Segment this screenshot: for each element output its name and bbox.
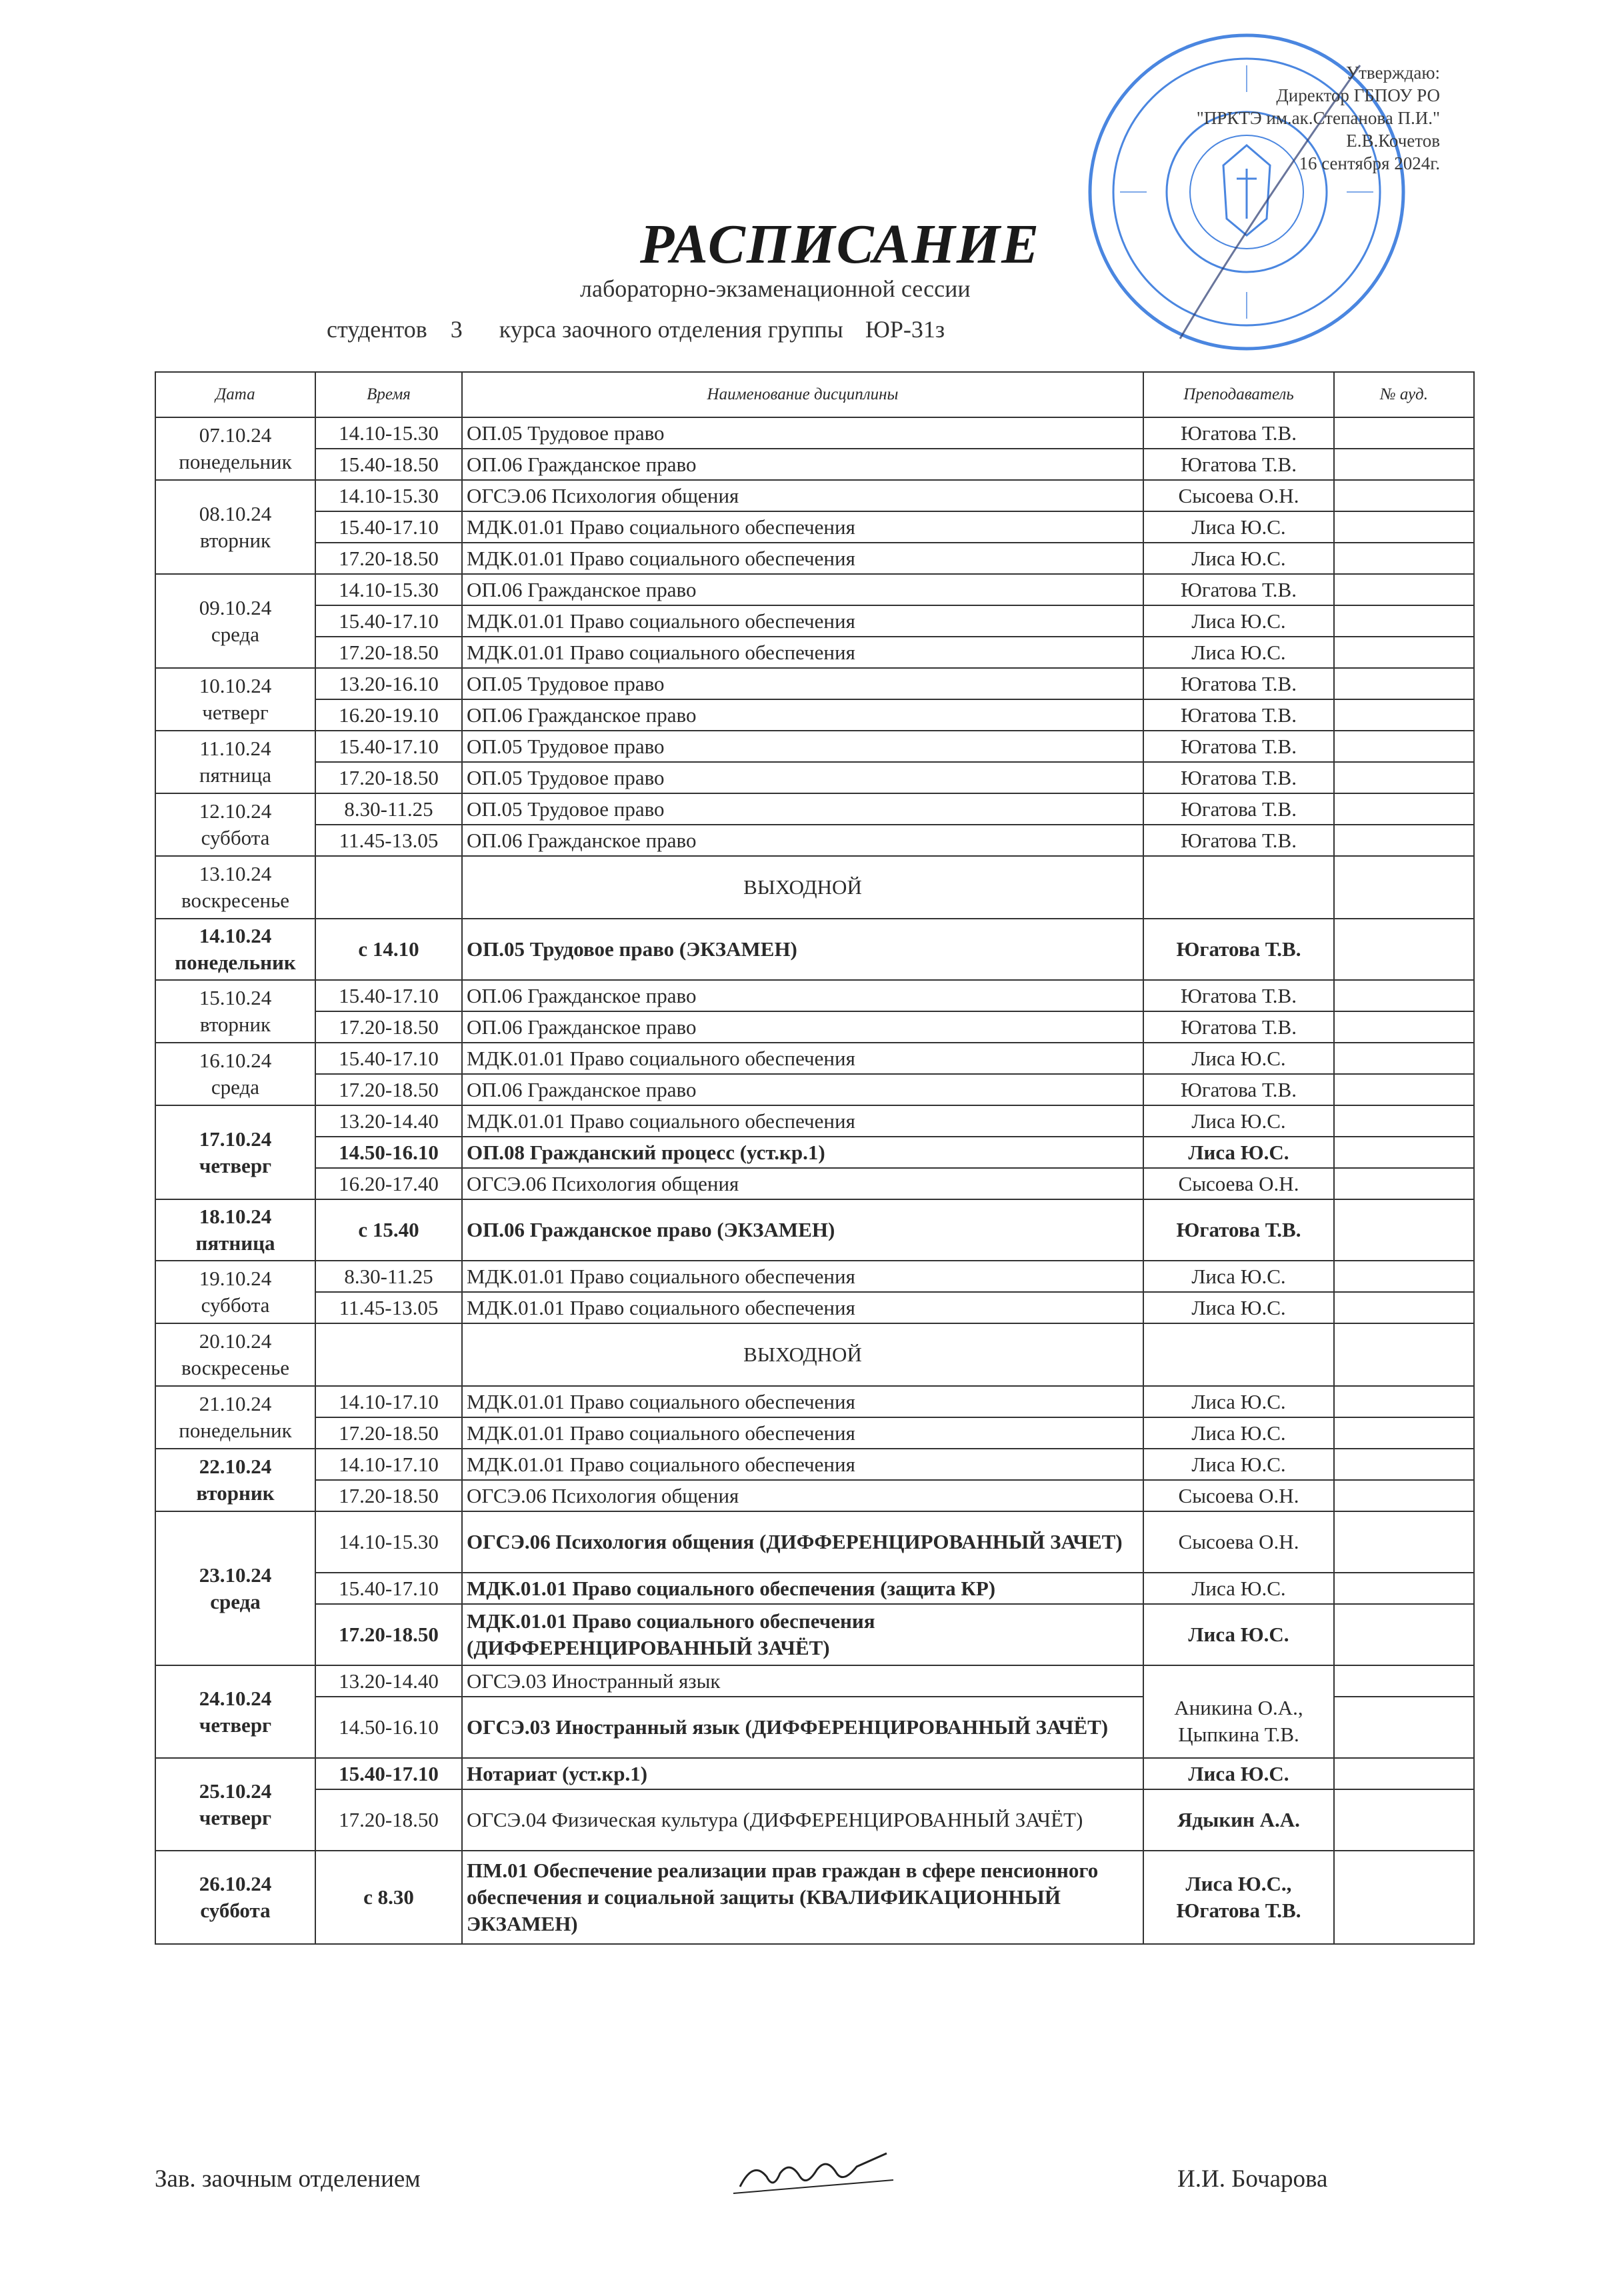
teacher-cell: Лиса Ю.С. bbox=[1143, 1417, 1334, 1449]
date-cell bbox=[155, 980, 315, 1043]
room-cell bbox=[1334, 1417, 1474, 1449]
approval-line-5: 16 сентября 2024г. bbox=[1299, 153, 1440, 173]
teacher-cell: Югатова Т.В. bbox=[1143, 731, 1334, 762]
teacher-cell: Югатова Т.В. bbox=[1143, 699, 1334, 731]
subtitle-middle: курса заочного отделения группы bbox=[499, 316, 843, 343]
subtitle: лабораторно-экзаменационной сессии bbox=[580, 275, 971, 302]
date-cell bbox=[155, 1043, 315, 1105]
table-row bbox=[155, 1511, 1474, 1573]
teacher-cell: Лиса Ю.С. bbox=[1143, 1292, 1334, 1323]
weekday: пятница bbox=[199, 763, 271, 787]
discipline-cell: ОП.05 Трудовое право bbox=[462, 668, 1143, 699]
time-cell: 17.20-18.50 bbox=[315, 637, 462, 668]
room-cell bbox=[1334, 1604, 1474, 1665]
signature bbox=[727, 2140, 900, 2207]
discipline-cell: ОП.06 Гражданское право bbox=[462, 449, 1143, 480]
time-cell: 14.50-16.10 bbox=[315, 1137, 462, 1168]
teacher-cell: Лиса Ю.С. bbox=[1143, 1604, 1334, 1665]
room-cell bbox=[1334, 1105, 1474, 1137]
room-cell bbox=[1334, 1480, 1474, 1511]
discipline-cell: ОП.06 Гражданское право bbox=[462, 574, 1143, 605]
teacher-cell: Югатова Т.В. bbox=[1143, 668, 1334, 699]
approval-line-3: "ПРКТЭ им.ак.Степанова П.И." bbox=[1196, 108, 1440, 128]
date-cell bbox=[155, 919, 315, 980]
date-cell bbox=[155, 1386, 315, 1449]
approval-block bbox=[1160, 61, 1440, 175]
date: 24.10.24 bbox=[199, 1686, 272, 1710]
room-cell bbox=[1334, 1449, 1474, 1480]
date: 10.10.24 bbox=[199, 674, 272, 697]
discipline-cell: МДК.01.01 Право социального обеспечения bbox=[462, 1386, 1143, 1417]
header-discipline: Наименование дисциплины bbox=[462, 372, 1143, 417]
room-cell bbox=[1334, 1074, 1474, 1105]
discipline-cell: МДК.01.01 Право социального обеспечения bbox=[462, 1105, 1143, 1137]
discipline-cell: ОП.06 Гражданское право (ЭКЗАМЕН) bbox=[462, 1199, 1143, 1261]
room-cell bbox=[1334, 1789, 1474, 1851]
time-cell: 8.30-11.25 bbox=[315, 1261, 462, 1292]
discipline-cell: ОГСЭ.06 Психология общения bbox=[462, 1480, 1143, 1511]
time-cell: 17.20-18.50 bbox=[315, 1011, 462, 1043]
date-cell bbox=[155, 480, 315, 574]
date-cell bbox=[155, 1199, 315, 1261]
discipline-cell: ОГСЭ.06 Психология общения (ДИФФЕРЕНЦИРОВАННЫЙ ЗАЧЕТ) bbox=[462, 1511, 1143, 1573]
title-block bbox=[0, 212, 1624, 277]
discipline-cell: МДК.01.01 Право социального обеспечения bbox=[462, 511, 1143, 543]
discipline-cell: МДК.01.01 Право социального обеспечения bbox=[462, 637, 1143, 668]
discipline-cell: МДК.01.01 Право социального обеспечения bbox=[462, 1043, 1143, 1074]
table-row bbox=[155, 1758, 1474, 1789]
discipline-cell: ОП.06 Гражданское право bbox=[462, 1074, 1143, 1105]
discipline-cell: ОГСЭ.04 Физическая культура (ДИФФЕРЕНЦИРОВАННЫЙ ЗАЧЁТ) bbox=[462, 1789, 1143, 1851]
room-cell bbox=[1334, 980, 1474, 1011]
discipline-cell: ОГСЭ.03 Иностранный язык bbox=[462, 1665, 1143, 1697]
date: 09.10.24 bbox=[199, 595, 272, 619]
table-row bbox=[155, 1665, 1474, 1697]
weekday: четверг bbox=[199, 1713, 272, 1737]
room-cell bbox=[1334, 417, 1474, 449]
date-cell bbox=[155, 1665, 315, 1758]
discipline-cell: МДК.01.01 Право социального обеспечения bbox=[462, 1261, 1143, 1292]
course-number: 3 bbox=[450, 316, 463, 343]
date-cell bbox=[155, 1449, 315, 1511]
teacher-cell: Сысоева О.Н. bbox=[1143, 480, 1334, 511]
time-cell: 17.20-18.50 bbox=[315, 1480, 462, 1511]
teacher-cell: Лиса Ю.С. bbox=[1143, 1386, 1334, 1417]
time-cell: 17.20-18.50 bbox=[315, 1074, 462, 1105]
date: 14.10.24 bbox=[199, 924, 272, 947]
room-cell bbox=[1334, 511, 1474, 543]
room-cell bbox=[1334, 1199, 1474, 1261]
discipline-cell: ОП.05 Трудовое право bbox=[462, 762, 1143, 793]
weekday: вторник bbox=[199, 528, 271, 552]
table-row bbox=[155, 825, 1474, 856]
table-row bbox=[155, 1573, 1474, 1604]
weekday: вторник bbox=[199, 1013, 271, 1036]
date: 15.10.24 bbox=[199, 986, 272, 1009]
room-cell bbox=[1334, 762, 1474, 793]
table-row bbox=[155, 574, 1474, 605]
weekday: суббота bbox=[201, 1293, 270, 1317]
teacher-cell: Сысоева О.Н. bbox=[1143, 1480, 1334, 1511]
table-row bbox=[155, 449, 1474, 480]
header-date: Дата bbox=[155, 372, 315, 417]
room-cell bbox=[1334, 1511, 1474, 1573]
teacher-cell: Югатова Т.В. bbox=[1143, 980, 1334, 1011]
teacher-cell: Ядыкин А.А. bbox=[1143, 1789, 1334, 1851]
date-cell bbox=[155, 856, 315, 919]
room-cell bbox=[1334, 793, 1474, 825]
teacher-cell: Югатова Т.В. bbox=[1143, 1074, 1334, 1105]
room-cell bbox=[1334, 1137, 1474, 1168]
table-row bbox=[155, 731, 1474, 762]
approval-line-2: Директор ГБПОУ РО bbox=[1276, 85, 1440, 105]
teacher-cell: Сысоева О.Н. bbox=[1143, 1511, 1334, 1573]
room-cell bbox=[1334, 480, 1474, 511]
table-row bbox=[155, 511, 1474, 543]
table-row bbox=[155, 1137, 1474, 1168]
time-cell: с 15.40 bbox=[315, 1199, 462, 1261]
time-cell: 14.10-15.30 bbox=[315, 480, 462, 511]
room-cell bbox=[1334, 699, 1474, 731]
group-name: ЮР-31з bbox=[865, 316, 945, 343]
date: 17.10.24 bbox=[199, 1127, 272, 1151]
table-row bbox=[155, 1323, 1474, 1386]
teacher-cell bbox=[1143, 1323, 1334, 1386]
time-cell bbox=[315, 856, 462, 919]
date: 26.10.24 bbox=[199, 1872, 272, 1895]
date: 07.10.24 bbox=[199, 423, 272, 447]
time-cell: 17.20-18.50 bbox=[315, 1789, 462, 1851]
time-cell: 14.50-16.10 bbox=[315, 1697, 462, 1758]
table-row bbox=[155, 668, 1474, 699]
discipline-cell: МДК.01.01 Право социального обеспечения bbox=[462, 1292, 1143, 1323]
discipline-cell: ОП.05 Трудовое право (ЭКЗАМЕН) bbox=[462, 919, 1143, 980]
date: 20.10.24 bbox=[199, 1329, 272, 1353]
date-cell bbox=[155, 1851, 315, 1944]
teacher-cell bbox=[1143, 856, 1334, 919]
date-cell bbox=[155, 1758, 315, 1851]
weekday: четверг bbox=[199, 1153, 272, 1177]
discipline-cell: МДК.01.01 Право социального обеспечения bbox=[462, 1449, 1143, 1480]
date: 18.10.24 bbox=[199, 1205, 272, 1228]
header-room: № ауд. bbox=[1334, 372, 1474, 417]
date-cell bbox=[155, 1511, 315, 1665]
date: 23.10.24 bbox=[199, 1563, 272, 1587]
discipline-cell: ПМ.01 Обеспечение реализации прав граждан в сфере пенсионного обеспечения и социальной защиты (КВАЛИФИКАЦИОННЫЙ ЭКЗАМЕН) bbox=[462, 1851, 1143, 1944]
table-row bbox=[155, 1604, 1474, 1665]
table-row bbox=[155, 1449, 1474, 1480]
time-cell: 15.40-17.10 bbox=[315, 731, 462, 762]
teacher-cell: Лиса Ю.С. bbox=[1143, 605, 1334, 637]
teacher-cell: Лиса Ю.С. bbox=[1143, 1573, 1334, 1604]
table-row bbox=[155, 543, 1474, 574]
discipline-cell: ОГСЭ.06 Психология общения bbox=[462, 1168, 1143, 1199]
discipline-cell: МДК.01.01 Право социального обеспечения bbox=[462, 605, 1143, 637]
weekday: вторник bbox=[196, 1481, 275, 1505]
schedule-body bbox=[155, 417, 1474, 1944]
weekday: понедельник bbox=[179, 450, 292, 473]
weekday: среда bbox=[211, 622, 260, 646]
table-row bbox=[155, 1292, 1474, 1323]
room-cell bbox=[1334, 1386, 1474, 1417]
subtitle-group-line bbox=[327, 315, 945, 343]
room-cell bbox=[1334, 1758, 1474, 1789]
room-cell bbox=[1334, 1011, 1474, 1043]
room-cell bbox=[1334, 825, 1474, 856]
time-cell: с 14.10 bbox=[315, 919, 462, 980]
date-cell bbox=[155, 731, 315, 793]
weekday: воскресенье bbox=[181, 889, 289, 912]
teacher-cell: Лиса Ю.С. bbox=[1143, 1137, 1334, 1168]
date: 11.10.24 bbox=[199, 737, 271, 760]
room-cell bbox=[1334, 731, 1474, 762]
time-cell: 15.40-18.50 bbox=[315, 449, 462, 480]
time-cell: 16.20-17.40 bbox=[315, 1168, 462, 1199]
time-cell bbox=[315, 1323, 462, 1386]
table-header-row bbox=[155, 372, 1474, 417]
table-row bbox=[155, 919, 1474, 980]
time-cell: 14.10-15.30 bbox=[315, 417, 462, 449]
approval-line-1: Утверждаю: bbox=[1345, 63, 1440, 83]
date: 21.10.24 bbox=[199, 1392, 272, 1415]
date: 12.10.24 bbox=[199, 799, 272, 823]
discipline-cell: Нотариат (уст.кр.1) bbox=[462, 1758, 1143, 1789]
teacher-cell: Югатова Т.В. bbox=[1143, 1011, 1334, 1043]
table-row bbox=[155, 980, 1474, 1011]
time-cell: 15.40-17.10 bbox=[315, 1573, 462, 1604]
weekday: суббота bbox=[200, 1899, 271, 1922]
discipline-cell: ОП.05 Трудовое право bbox=[462, 417, 1143, 449]
time-cell: 17.20-18.50 bbox=[315, 762, 462, 793]
time-cell: 15.40-17.10 bbox=[315, 980, 462, 1011]
time-cell: 11.45-13.05 bbox=[315, 825, 462, 856]
discipline-cell: ОП.08 Гражданский процесс (уст.кр.1) bbox=[462, 1137, 1143, 1168]
weekday: среда bbox=[210, 1589, 261, 1613]
discipline-cell: ОП.06 Гражданское право bbox=[462, 825, 1143, 856]
table-row bbox=[155, 417, 1474, 449]
discipline-cell: ОГСЭ.03 Иностранный язык (ДИФФЕРЕНЦИРОВАННЫЙ ЗАЧЁТ) bbox=[462, 1697, 1143, 1758]
discipline-cell: МДК.01.01 Право социального обеспечения bbox=[462, 543, 1143, 574]
table-row bbox=[155, 1851, 1474, 1944]
date-cell bbox=[155, 417, 315, 480]
date-cell bbox=[155, 668, 315, 731]
day-off-cell: ВЫХОДНОЙ bbox=[462, 856, 1143, 919]
date: 08.10.24 bbox=[199, 501, 272, 525]
time-cell: 17.20-18.50 bbox=[315, 1604, 462, 1665]
teacher-cell: Лиса Ю.С. bbox=[1143, 1449, 1334, 1480]
room-cell bbox=[1334, 605, 1474, 637]
subtitle-prefix: студентов bbox=[327, 316, 427, 343]
time-cell: 14.10-17.10 bbox=[315, 1386, 462, 1417]
discipline-cell: МДК.01.01 Право социального обеспечения bbox=[462, 1417, 1143, 1449]
teacher-cell: Лиса Ю.С. bbox=[1143, 1261, 1334, 1292]
table-row bbox=[155, 1261, 1474, 1292]
table-row bbox=[155, 856, 1474, 919]
date-cell bbox=[155, 1261, 315, 1323]
time-cell: 15.40-17.10 bbox=[315, 1043, 462, 1074]
date-cell bbox=[155, 793, 315, 856]
weekday: пятница bbox=[195, 1231, 275, 1255]
date: 16.10.24 bbox=[199, 1049, 272, 1072]
room-cell bbox=[1334, 574, 1474, 605]
time-cell: 14.10-17.10 bbox=[315, 1449, 462, 1480]
weekday: понедельник bbox=[175, 951, 296, 974]
weekday: понедельник bbox=[179, 1419, 292, 1442]
footer-name: И.И. Бочарова bbox=[1177, 2165, 1328, 2193]
table-row bbox=[155, 1480, 1474, 1511]
room-cell bbox=[1334, 1851, 1474, 1944]
header-teacher: Преподаватель bbox=[1143, 372, 1334, 417]
room-cell bbox=[1334, 449, 1474, 480]
table-row bbox=[155, 793, 1474, 825]
discipline-cell: ОП.05 Трудовое право bbox=[462, 793, 1143, 825]
teacher-cell: Лиса Ю.С. bbox=[1143, 1043, 1334, 1074]
time-cell: с 8.30 bbox=[315, 1851, 462, 1944]
teacher-cell: Югатова Т.В. bbox=[1143, 793, 1334, 825]
table-row bbox=[155, 1386, 1474, 1417]
table-row bbox=[155, 605, 1474, 637]
teacher-cell: Югатова Т.В. bbox=[1143, 449, 1334, 480]
time-cell: 8.30-11.25 bbox=[315, 793, 462, 825]
weekday: четверг bbox=[202, 701, 269, 724]
room-cell bbox=[1334, 1573, 1474, 1604]
room-cell bbox=[1334, 543, 1474, 574]
teacher-cell: Лиса Ю.С. bbox=[1143, 1105, 1334, 1137]
approval-line-4: Е.В.Кочетов bbox=[1346, 131, 1440, 151]
time-cell: 13.20-14.40 bbox=[315, 1665, 462, 1697]
table-row bbox=[155, 1011, 1474, 1043]
time-cell: 13.20-16.10 bbox=[315, 668, 462, 699]
schedule-table bbox=[155, 371, 1475, 1945]
room-cell bbox=[1334, 919, 1474, 980]
date: 25.10.24 bbox=[199, 1779, 272, 1803]
room-cell bbox=[1334, 1665, 1474, 1697]
date: 19.10.24 bbox=[199, 1267, 272, 1290]
weekday: суббота bbox=[201, 826, 270, 849]
discipline-cell: ОП.06 Гражданское право bbox=[462, 980, 1143, 1011]
discipline-cell: ОП.05 Трудовое право bbox=[462, 731, 1143, 762]
time-cell: 16.20-19.10 bbox=[315, 699, 462, 731]
time-cell: 17.20-18.50 bbox=[315, 1417, 462, 1449]
table-row bbox=[155, 637, 1474, 668]
date-cell bbox=[155, 1105, 315, 1199]
teacher-cell: Лиса Ю.С., Югатова Т.В. bbox=[1143, 1851, 1334, 1944]
room-cell bbox=[1334, 1292, 1474, 1323]
date: 13.10.24 bbox=[199, 862, 272, 885]
room-cell bbox=[1334, 1261, 1474, 1292]
day-off-cell: ВЫХОДНОЙ bbox=[462, 1323, 1143, 1386]
time-cell: 14.10-15.30 bbox=[315, 1511, 462, 1573]
table-row bbox=[155, 1789, 1474, 1851]
time-cell: 14.10-15.30 bbox=[315, 574, 462, 605]
teacher-cell: Югатова Т.В. bbox=[1143, 417, 1334, 449]
teacher-cell: Югатова Т.В. bbox=[1143, 919, 1334, 980]
time-cell: 15.40-17.10 bbox=[315, 1758, 462, 1789]
room-cell bbox=[1334, 1043, 1474, 1074]
discipline-cell: МДК.01.01 Право социального обеспечения (защита КР) bbox=[462, 1573, 1143, 1604]
discipline-cell: ОП.06 Гражданское право bbox=[462, 699, 1143, 731]
time-cell: 15.40-17.10 bbox=[315, 511, 462, 543]
time-cell: 11.45-13.05 bbox=[315, 1292, 462, 1323]
teacher-cell: Югатова Т.В. bbox=[1143, 825, 1334, 856]
table-row bbox=[155, 1168, 1474, 1199]
table-row bbox=[155, 699, 1474, 731]
table-row bbox=[155, 1199, 1474, 1261]
header-time: Время bbox=[315, 372, 462, 417]
room-cell bbox=[1334, 1323, 1474, 1386]
room-cell bbox=[1334, 637, 1474, 668]
teacher-cell: Югатова Т.В. bbox=[1143, 574, 1334, 605]
room-cell bbox=[1334, 1168, 1474, 1199]
teacher-cell: Лиса Ю.С. bbox=[1143, 1758, 1334, 1789]
time-cell: 13.20-14.40 bbox=[315, 1105, 462, 1137]
teacher-cell: Аникина О.А., Цыпкина Т.В. bbox=[1143, 1665, 1334, 1758]
page-title: РАСПИСАНИЕ bbox=[640, 213, 1041, 275]
discipline-cell: МДК.01.01 Право социального обеспечения (ДИФФЕРЕНЦИРОВАННЫЙ ЗАЧЁТ) bbox=[462, 1604, 1143, 1665]
weekday: четверг bbox=[199, 1805, 272, 1829]
discipline-cell: ОГСЭ.06 Психология общения bbox=[462, 480, 1143, 511]
time-cell: 15.40-17.10 bbox=[315, 605, 462, 637]
teacher-cell: Югатова Т.В. bbox=[1143, 762, 1334, 793]
weekday: среда bbox=[211, 1075, 260, 1099]
table-row bbox=[155, 1043, 1474, 1074]
time-cell: 17.20-18.50 bbox=[315, 543, 462, 574]
teacher-cell: Югатова Т.В. bbox=[1143, 1199, 1334, 1261]
discipline-cell: ОП.06 Гражданское право bbox=[462, 1011, 1143, 1043]
table-row bbox=[155, 762, 1474, 793]
table-row bbox=[155, 480, 1474, 511]
table-row bbox=[155, 1417, 1474, 1449]
teacher-cell: Лиса Ю.С. bbox=[1143, 637, 1334, 668]
footer-position: Зав. заочным отделением bbox=[155, 2165, 421, 2193]
room-cell bbox=[1334, 668, 1474, 699]
teacher-cell: Лиса Ю.С. bbox=[1143, 511, 1334, 543]
weekday: воскресенье bbox=[181, 1356, 289, 1379]
table-row bbox=[155, 1105, 1474, 1137]
date-cell bbox=[155, 574, 315, 668]
teacher-cell: Лиса Ю.С. bbox=[1143, 543, 1334, 574]
room-cell bbox=[1334, 856, 1474, 919]
room-cell bbox=[1334, 1697, 1474, 1758]
date: 22.10.24 bbox=[199, 1455, 272, 1478]
date-cell bbox=[155, 1323, 315, 1386]
table-row bbox=[155, 1074, 1474, 1105]
teacher-cell: Сысоева О.Н. bbox=[1143, 1168, 1334, 1199]
